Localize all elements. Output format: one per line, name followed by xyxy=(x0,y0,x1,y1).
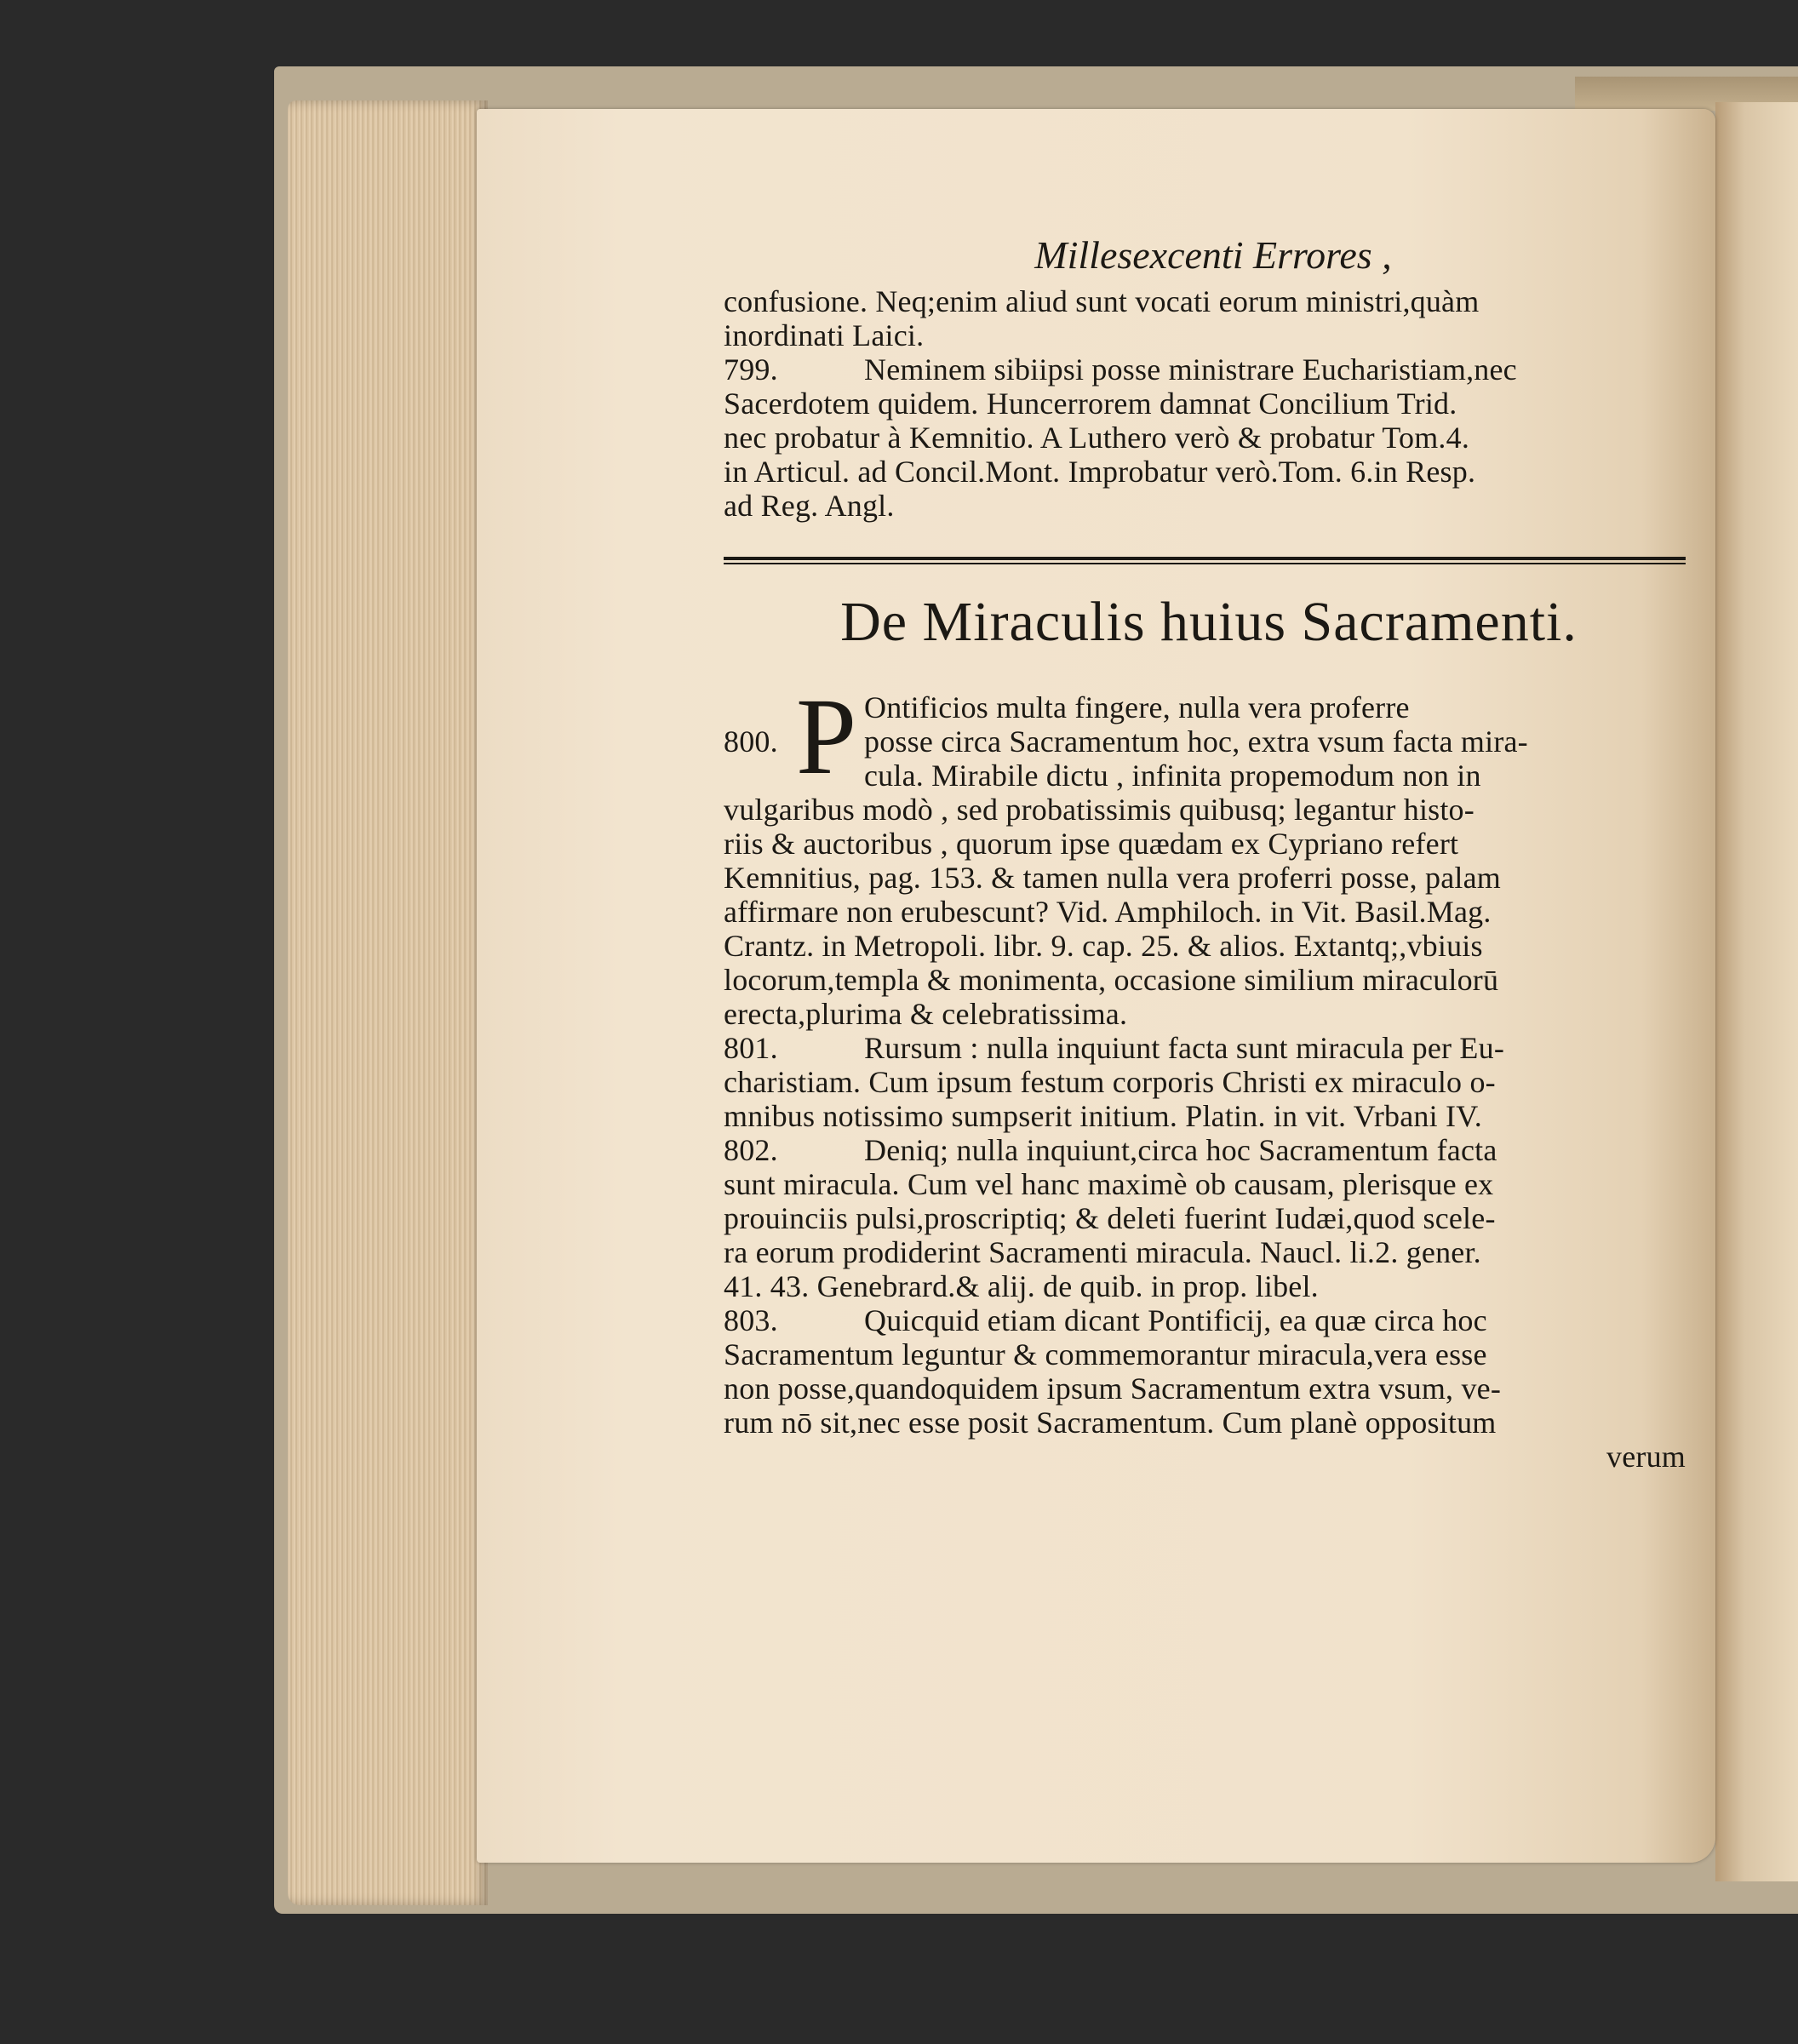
text-line: Sacerdotem quidem. Huncerrorem damnat Concilium Trid. xyxy=(724,386,1457,421)
drop-cap: P xyxy=(796,676,857,797)
text-line: cula. Mirabile dictu , infinita propemodum non in xyxy=(864,759,1481,793)
text-line: Deniq; nulla inquiunt,circa hoc Sacramentum facta xyxy=(864,1133,1497,1167)
text-line: rum nō sit,nec esse posit Sacramentum. Cum planè oppositum xyxy=(724,1406,1497,1440)
text-line: Neminem sibiipsi posse ministrare Eucharistiam,nec xyxy=(864,352,1517,386)
text-line: affirmare non erubescunt? Vid. Amphiloch. in Vit. Basil.Mag. xyxy=(724,895,1492,929)
text-line: in Articul. ad Concil.Mont. Improbatur verò.Tom. 6.in Resp. xyxy=(724,455,1476,489)
page-text xyxy=(724,230,1694,1474)
entry-800 xyxy=(724,676,1694,797)
text-line: sunt miracula. Cum vel hanc maximè ob causam, plerisque ex xyxy=(724,1167,1494,1201)
text-line: erecta,plurima & celebratissima. xyxy=(724,997,1128,1031)
text-line: posse circa Sacramentum hoc, extra vsum facta mira- xyxy=(864,724,1528,759)
text-line: Sacramentum leguntur & commemorantur miracula,vera esse xyxy=(724,1337,1487,1371)
section-rule xyxy=(724,557,1686,564)
text-line: vulgaribus modò , sed probatissimis quibusq; legantur histo- xyxy=(724,793,1474,827)
catchword: verum xyxy=(1606,1440,1686,1474)
entry-799-first-line xyxy=(724,352,1694,386)
entry-number: 803. xyxy=(724,1303,778,1337)
text-line: inordinati Laici. xyxy=(724,318,925,352)
text-line: Quicquid etiam dicant Pontificij, ea quæ circa hoc xyxy=(864,1303,1487,1337)
entry-number: 800. xyxy=(724,724,778,759)
text-line: locorum,templa & monimenta, occasione similium miraculorū xyxy=(724,963,1499,997)
entry-number: 801. xyxy=(724,1031,778,1065)
entry-802-first-line xyxy=(724,1133,1694,1167)
text-line: Rursum : nulla inquiunt facta sunt miracula per Eu- xyxy=(864,1031,1505,1065)
entry-801-first-line xyxy=(724,1031,1694,1065)
text-line: prouinciis pulsi,proscriptiq; & deleti fuerint Iudæi,quod scele- xyxy=(724,1201,1496,1235)
text-line: ad Reg. Angl. xyxy=(724,489,895,523)
text-line: nec probatur à Kemnitio. A Luthero verò & probatur Tom.4. xyxy=(724,421,1470,455)
text-line: 41. 43. Genebrard.& alij. de quib. in prop. libel. xyxy=(724,1269,1319,1303)
entry-number: 799. xyxy=(724,352,778,386)
entry-800-second-line xyxy=(724,724,1694,759)
text-line: charistiam. Cum ipsum festum corporis Christi ex miraculo o- xyxy=(724,1065,1496,1099)
page-block-edge xyxy=(288,100,488,1905)
facing-page-edge xyxy=(1715,102,1798,1881)
text-line: riis & auctoribus , quorum ipse quædam ex Cypriano refert xyxy=(724,827,1459,861)
section-heading: De Miraculis huius Sacramenti. xyxy=(840,591,1578,653)
entry-number: 802. xyxy=(724,1133,778,1167)
text-line: non posse,quandoquidem ipsum Sacramentum extra vsum, ve- xyxy=(724,1371,1502,1406)
text-line: Ontificios multa fingere, nulla vera proferre xyxy=(864,690,1410,724)
text-line: ra eorum prodiderint Sacramenti miracula. Naucl. li.2. gener. xyxy=(724,1235,1481,1269)
running-head: Millesexcenti Errores , xyxy=(1034,233,1392,277)
text-line: Kemnitius, pag. 153. & tamen nulla vera proferri posse, palam xyxy=(724,861,1501,895)
text-line: mnibus notissimo sumpserit initium. Platin. in vit. Vrbani IV. xyxy=(724,1099,1482,1133)
entry-803-first-line xyxy=(724,1303,1694,1337)
text-line: confusione. Neq;enim aliud sunt vocati eorum ministri,quàm xyxy=(724,284,1480,318)
text-line: Crantz. in Metropoli. libr. 9. cap. 25. & alios. Extantq;,vbiuis xyxy=(724,929,1483,963)
